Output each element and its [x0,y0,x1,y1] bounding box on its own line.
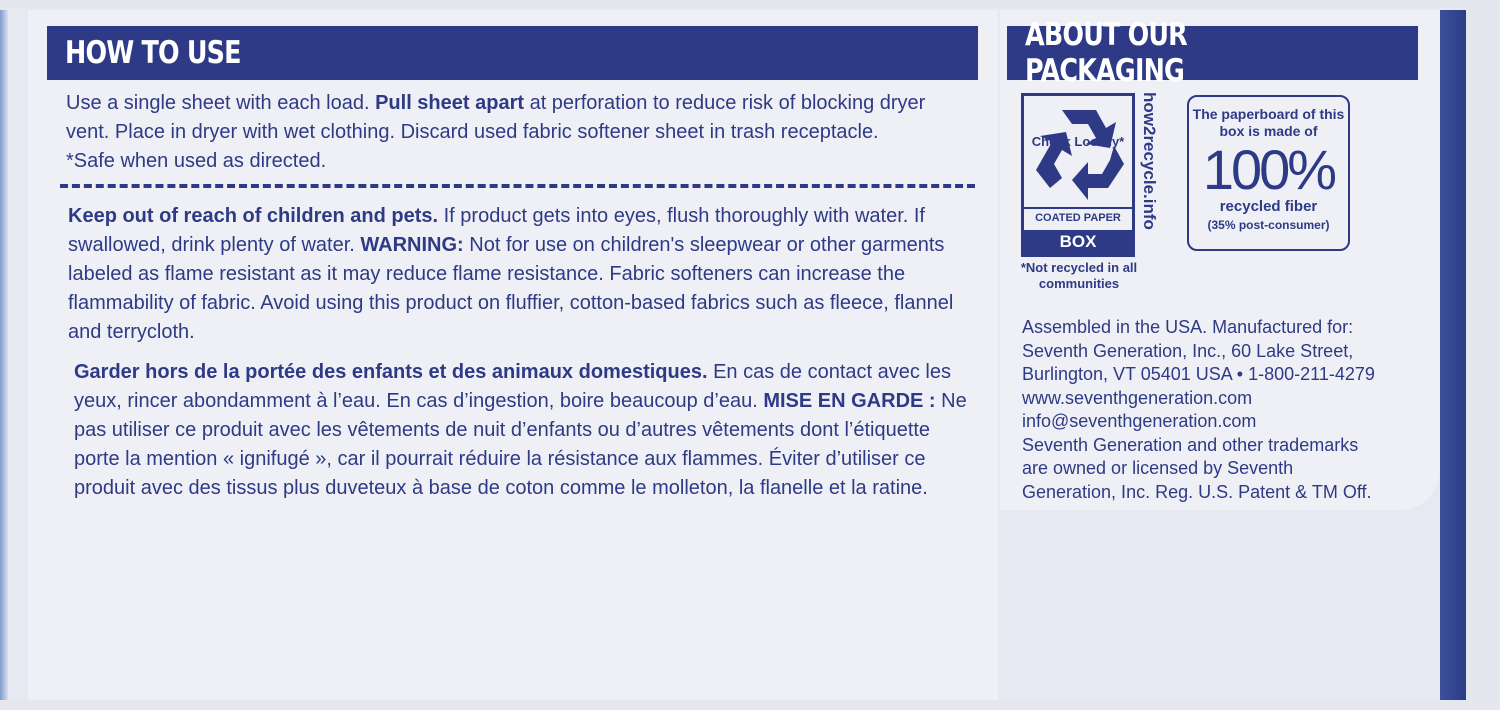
warning-en-lead: Keep out of reach of children and pets. [68,205,439,227]
trademark-line1: Seventh Generation and other trademarks [1022,434,1359,455]
warning-french [74,358,974,503]
recycled-fiber-badge [1187,95,1350,251]
coated-paper-text: COATED PAPER [1024,207,1132,224]
instruction-text-start: Use a single sheet with each load. [66,92,376,114]
manufacturer-email: info@seventhgeneration.com [1022,411,1257,431]
box-right-edge [1440,10,1466,700]
warning-en-label: WARNING: [360,234,464,256]
manufacturer-line1: Assembled in the USA. Manufactured for: [1022,317,1354,337]
about-packaging-heading [1007,17,1418,89]
trademark-line2: are owned or licensed by Seventh [1022,458,1294,478]
how-to-use-instructions [66,89,966,147]
manufacturer-line2: Seventh Generation, Inc., 60 Lake Street, [1022,340,1354,361]
warning-en-text2: Not for use on children's sleepwear or other garments labeled as flame resistant as it may reduce flame resistance. Fabric softeners can increase the flammability of fabric. Avoid using this product on fluffier, cotton-based fabrics such as fleece, flannel and terrycloth. [68,234,954,343]
how2recycle-label [1021,93,1135,257]
warning-fr-text1: En cas de contact avec les yeux, rincer abondamment à l’eau. En cas d’ingestion, boire beaucoup d’eau. [74,361,951,412]
instruction-text-end: at perforation to reduce risk of blocking dryer vent. Place in dryer with wet clothing. Discard used fabric softener sheet in trash receptacle. [66,92,926,143]
warning-fr-lead: Garder hors de la portée des enfants et des animaux domestiques. [74,361,708,383]
trademark-line3: Generation, Inc. Reg. U.S. Patent & TM Off. [1022,481,1372,502]
how-to-use-heading-text: HOW TO USE [65,35,241,71]
about-packaging-heading-text: ABOUT OUR PACKAGING [1025,17,1187,89]
fiber-percent: 100% [1202,138,1335,201]
warning-english [68,202,968,347]
how-to-use-heading [47,26,978,80]
safe-note: *Safe when used as directed. [66,150,327,172]
manufacturer-line3: Burlington, VT 05401 USA • 1-800-211-4279 [1022,364,1375,384]
dashed-divider [60,184,975,188]
box-left-edge [0,10,8,700]
warning-fr-label: MISE EN GARDE : [763,390,936,412]
manufacturer-info [1022,316,1422,504]
manufacturer-website: www.seventhgeneration.com [1022,387,1253,408]
instruction-emphasis: Pull sheet apart [375,92,525,114]
recycle-icon [1032,102,1126,202]
fiber-line1: The paperboard of this box is made of [1192,106,1345,139]
fiber-line2: recycled fiber [1219,198,1318,215]
box-text: BOX [1024,230,1132,254]
fiber-line3: (35% post-consumer) [1207,218,1330,232]
warning-en-text1: If product gets into eyes, flush thoroughly with water. If swallowed, drink plenty of water. [68,205,925,256]
check-locally-text: Check Locally* [1031,134,1125,149]
not-recycled-note: *Not recycled in all communities [1020,260,1138,291]
how-to-use-text [66,89,966,176]
how2recycle-site: how2recycle.info [1140,92,1159,230]
warning-fr-text2: Ne pas utiliser ce produit avec les vêtements de nuit d’enfants ou d’autres vêtements dont l’étiquette porte la mention « ignifugé », car il pourrait réduire la résistance aux flammes. Éviter d’utiliser ce produit avec des tissus plus duveteux à base de coton comme le molleton, la flanelle et la ratine. [74,390,967,499]
